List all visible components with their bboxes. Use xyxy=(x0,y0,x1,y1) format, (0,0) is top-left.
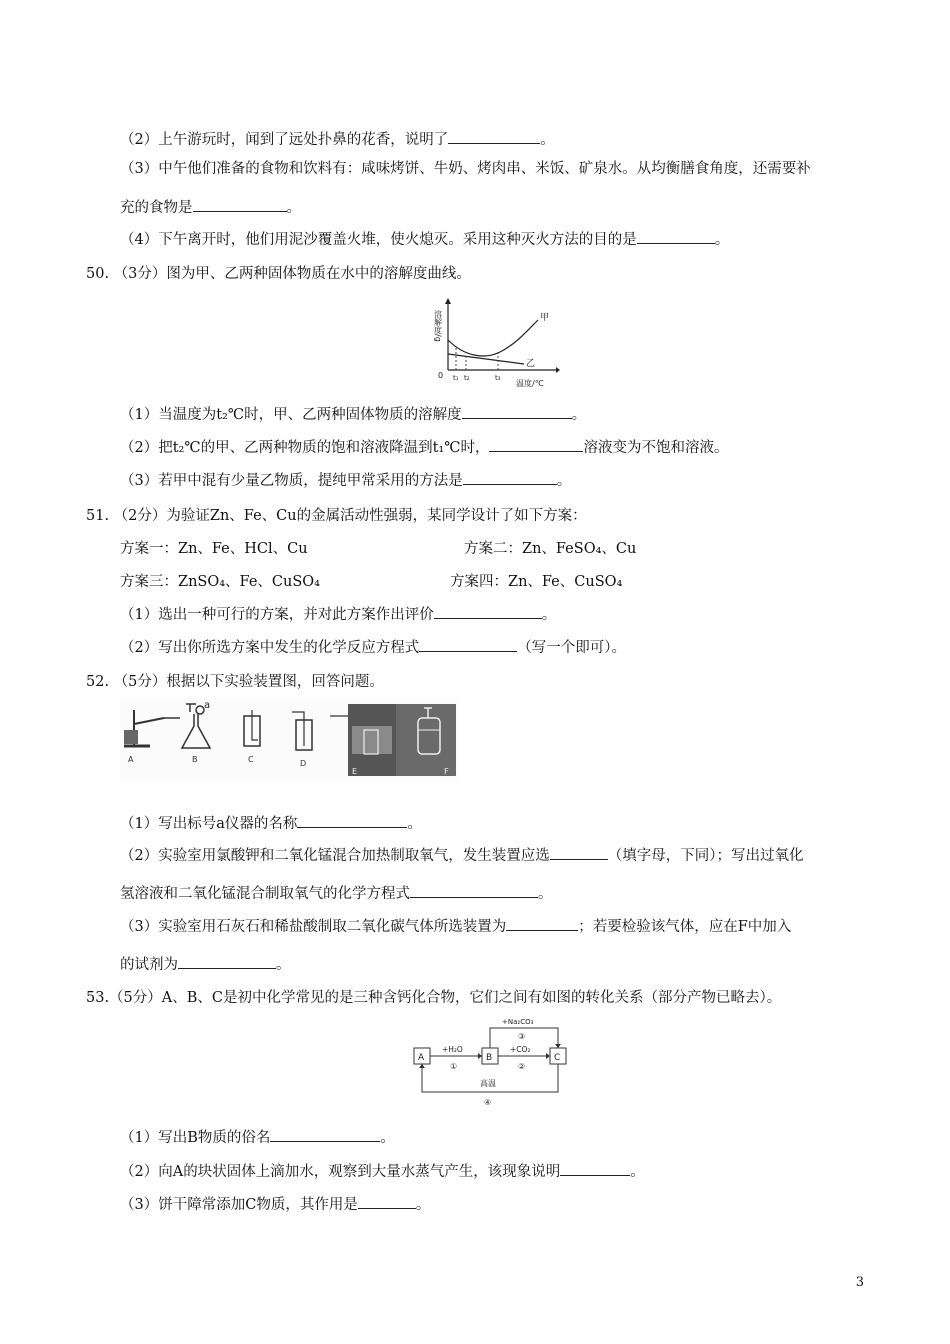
q52-stem: 52. （5分）根据以下实验装置图，回答问题。 xyxy=(86,674,384,690)
q52-part3-cont: 的试剂为 。 xyxy=(120,954,291,976)
curve-jia xyxy=(448,320,538,356)
node-c: C xyxy=(554,1053,561,1063)
q49-part4: （4）下午离开时，他们用泥沙覆盖火堆，使火熄灭。采用这种灭火方法的目的是 。 xyxy=(120,229,729,251)
q51-plan1: 方案一：Zn、Fe、HCl、Cu xyxy=(120,541,308,557)
y-axis-label: 溶解度/g xyxy=(433,310,443,342)
q50-part2: （2）把t₂℃的甲、乙两种物质的饱和溶液降温到t₁℃时， 溶液变为不饱和溶液。 xyxy=(120,437,728,459)
page-number: 3 xyxy=(855,1275,864,1290)
answer-blank[interactable] xyxy=(297,813,407,828)
q53-part2: （2）向A的块状固体上滴加水，观察到大量水蒸气产生，该现象说明 。 xyxy=(120,1161,645,1183)
label-d: D xyxy=(300,759,307,768)
reaction-3-label: +Na₂CO₃ xyxy=(502,1018,534,1026)
answer-blank[interactable] xyxy=(410,883,538,898)
curve-jia-label: 甲 xyxy=(540,313,550,323)
answer-blank[interactable] xyxy=(550,845,608,860)
q50-stem: 50. （3分）图为甲、乙两种固体物质在水中的溶解度曲线。 xyxy=(86,266,471,282)
answer-blank[interactable] xyxy=(193,197,287,212)
answer-blank[interactable] xyxy=(358,1194,416,1209)
label-c: C xyxy=(248,755,254,764)
answer-blank[interactable] xyxy=(637,229,715,244)
label-a: A xyxy=(128,755,134,764)
node-b: B xyxy=(486,1053,493,1063)
tick-t2: t₂ xyxy=(464,374,470,382)
apparatus-f xyxy=(396,704,456,776)
q52-part2-cont: 氢溶液和二氧化锰混合制取氧气的化学方程式 。 xyxy=(120,883,553,905)
solubility-curve-graph xyxy=(424,298,560,390)
node-a: A xyxy=(418,1053,425,1063)
tick-t1: t₁ xyxy=(453,374,459,382)
q53-stem: 53.（5分）A、B、C是初中化学常见的是三种含钙化合物，它们之间有如图的转化关系（部分产物已略去）。 xyxy=(86,990,782,1006)
curve-yi-label: 乙 xyxy=(526,359,536,369)
mark-a: a xyxy=(204,700,211,711)
tick-t3: t₃ xyxy=(495,374,501,382)
answer-blank[interactable] xyxy=(506,916,578,931)
answer-blank[interactable] xyxy=(178,954,276,969)
answer-blank[interactable] xyxy=(489,437,583,452)
answer-blank[interactable] xyxy=(419,637,517,652)
reaction-2-number: ② xyxy=(518,1062,526,1071)
q52-part1: （1）写出标号a仪器的名称 。 xyxy=(120,813,422,835)
lab-apparatus-figure xyxy=(120,700,458,780)
q50-part1: （1）当温度为t₂℃时，甲、乙两种固体物质的溶解度 。 xyxy=(120,404,586,426)
q51-part1: （1）选出一种可行的方案，并对此方案作出评价 。 xyxy=(120,604,556,626)
q51-plan4: 方案四：Zn、Fe、CuSO₄ xyxy=(450,574,623,590)
q50-part3: （3）若甲中混有少量乙物质，提纯甲常采用的方法是 。 xyxy=(120,470,571,492)
answer-blank[interactable] xyxy=(463,470,557,485)
answer-blank[interactable] xyxy=(462,404,572,419)
q51-stem: 51. （2分）为验证Zn、Fe、Cu的金属活动性强弱，某同学设计了如下方案： xyxy=(86,508,587,524)
answer-blank[interactable] xyxy=(448,129,540,144)
q49-part3: （3）中午他们准备的食物和饮料有：咸味烤饼、牛奶、烤肉串、米饭、矿泉水。从均衡膳食角度，还需要补 xyxy=(120,161,811,177)
conversion-diagram xyxy=(406,1014,576,1110)
label-e: E xyxy=(352,767,358,776)
answer-blank[interactable] xyxy=(560,1161,630,1176)
q53-part1: （1）写出B物质的俗名 。 xyxy=(120,1127,395,1149)
q53-part3: （3）饼干障常添加C物质，其作用是 。 xyxy=(120,1194,430,1216)
q52-part2: （2）实验室用氯酸钾和二氧化锰混合加热制取氧气，发生装置应选 （填字母，下同）；写出过氧化 xyxy=(120,845,803,867)
q49-part2: （2）上午游玩时，闻到了远处扑鼻的花香，说明了 。 xyxy=(120,129,555,151)
answer-blank[interactable] xyxy=(270,1127,380,1142)
q51-plan2: 方案二：Zn、FeSO₄、Cu xyxy=(464,541,637,557)
q51-plan3: 方案三：ZnSO₄、Fe、CuSO₄ xyxy=(120,574,320,590)
reaction-3-number: ③ xyxy=(518,1032,526,1041)
reaction-1-number: ① xyxy=(450,1062,458,1071)
x-axis-label: 温度/℃ xyxy=(516,379,544,388)
reaction-4-number: ④ xyxy=(484,1098,492,1107)
q49-part3-cont: 充的食物是 。 xyxy=(120,197,301,219)
origin-label: 0 xyxy=(438,371,444,380)
label-f: F xyxy=(444,767,449,776)
answer-blank[interactable] xyxy=(434,604,542,619)
q51-part2: （2）写出你所选方案中发生的化学反应方程式 （写一个即可）。 xyxy=(120,637,626,659)
label-b: B xyxy=(192,755,198,764)
reaction-2-label: +CO₂ xyxy=(510,1045,531,1054)
q52-part3: （3）实验室用石灰石和稀盐酸制取二氧化碳气体所选装置为 ；若要检验该气体，应在F中加入 xyxy=(120,916,791,938)
reaction-4-label: 高温 xyxy=(480,1079,496,1088)
reaction-1-label: +H₂O xyxy=(442,1045,463,1054)
